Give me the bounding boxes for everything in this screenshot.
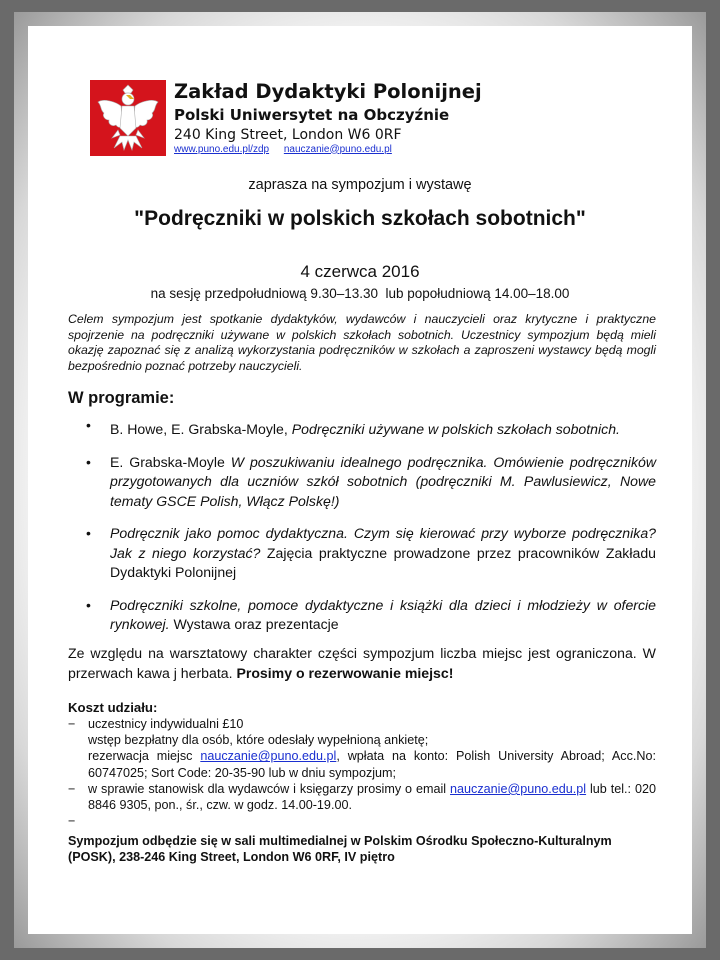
reservation-email-link[interactable]: nauczanie@puno.edu.pl	[200, 749, 337, 764]
polish-eagle-icon	[90, 80, 166, 156]
header-links	[174, 145, 482, 155]
bullet-icon: •	[86, 596, 91, 613]
website-link[interactable]: www.puno.edu.pl/zdp	[174, 143, 270, 155]
cost-line: wstęp bezpłatny dla osób, które odesłały wypełnioną ankietę;	[88, 733, 429, 748]
list-item	[84, 524, 656, 583]
cost-heading: Koszt udziału:	[68, 700, 158, 715]
header	[174, 82, 482, 155]
item-text: B. Howe, E. Grabska-Moyle,	[110, 421, 292, 437]
list-item	[84, 417, 656, 440]
list-item	[84, 596, 656, 635]
item-text: Zajęcia praktyczne prowadzone przez pracowników Zakładu Dydaktyki Polonijnej	[110, 544, 656, 580]
program-heading: W programie:	[68, 389, 175, 407]
event-title: "Podręczniki w polskich szkołach sobotnich"	[134, 207, 586, 230]
bullet-icon: •	[86, 453, 91, 470]
cost-text: lub tel.: 020 8846 9305, pon., śr., czw. w godz. 14.00-19.00.	[88, 781, 656, 813]
cost-line	[88, 748, 656, 780]
dash-icon: −	[68, 781, 76, 796]
cost-text: rezerwacja miejsc	[88, 749, 201, 764]
list-item	[84, 453, 656, 512]
university-name: Polski Uniwersytet na Obczyźnie	[174, 105, 450, 124]
venue-info: Sympozjum odbędzie się w sali multimedialnej w Polskim Ośrodku Społeczno-Kulturalnym (POSK), 238-246 King Street, London W6 0RF, IV piętro	[68, 834, 612, 865]
event-date: 4 czerwca 2016	[300, 262, 420, 281]
cost-item	[68, 813, 656, 829]
notice-text: Ze względu na warsztatowy charakter części sympozjum liczba miejsc jest ograniczona. W przerwach kawa j herbata.	[68, 645, 656, 681]
item-text: E. Grabska-Moyle	[110, 453, 231, 470]
item-italic: Podręczniki używane w polskich szkołach sobotnich.	[291, 421, 620, 437]
cost-item	[68, 716, 656, 781]
notice-bold: Prosimy o rezerwowanie miejsc!	[236, 664, 454, 681]
item-italic: W poszukiwaniu idealnego podręcznika. Omówienie podręczników przygotowanych dla uczniów szkół sobotnich (podręczniki M. Pawlusiewicz, Nowe tematy GSCE Polish, Włącz Polskę!)	[110, 453, 657, 509]
exhibitor-email-link[interactable]: nauczanie@puno.edu.pl	[450, 781, 587, 796]
email-link[interactable]: nauczanie@puno.edu.pl	[283, 143, 392, 155]
program-list	[84, 417, 657, 648]
item-italic: Podręcznik jako pomoc dydaktyczna. Czym się kierować przy wyborze podręcznika? Jak z niego korzystać?	[110, 525, 656, 561]
item-text: Wystawa oraz prezentacje	[169, 616, 339, 632]
item-italic: Podręczniki szkolne, pomoce dydaktyczne i książki dla dzieci i młodzieży w ofercie rynkowej.	[110, 596, 656, 632]
cost-text: , wpłata na konto: Polish University Abroad; Acc.No: 60747025; Sort Code: 20-35-90 lub w dniu sympozjum;	[88, 749, 656, 780]
address: 240 King Street, London W6 0RF	[174, 126, 402, 143]
dash-icon: −	[68, 717, 76, 731]
invite-line: zaprasza na sympozjum i wystawę	[248, 177, 472, 193]
org-name: Zakład Dydaktyki Polonijnej	[174, 80, 482, 103]
dash-icon: −	[68, 814, 76, 829]
bullet-icon: •	[86, 417, 91, 433]
cost-line: uczestnicy indywidualni £10	[88, 717, 244, 731]
cost-text: w sprawie stanowisk dla wydawców i księgarzy prosimy o email	[88, 781, 451, 796]
session-times: na sesję przedpołudniową 9.30–13.30 lub popołudniową 14.00–18.00	[150, 286, 570, 301]
bullet-icon: •	[86, 525, 91, 541]
cost-list	[68, 716, 656, 829]
notice-paragraph	[68, 644, 656, 683]
cost-item	[68, 781, 656, 813]
intro-paragraph: Celem sympozjum jest spotkanie dydaktyków, wydawców i nauczycieli oraz krytyczne i praktyczne spojrzenie na podręczniki używane w polskich szkołach sobotnich. Uczestnicy sympozjum będą mieli okazję zapoznać się z analizą wykorzystania podręczników w szkołach a zaproszeni wystawcy będą mogli bezpośrednio poznać potrzeby nauczycieli.	[68, 312, 656, 373]
